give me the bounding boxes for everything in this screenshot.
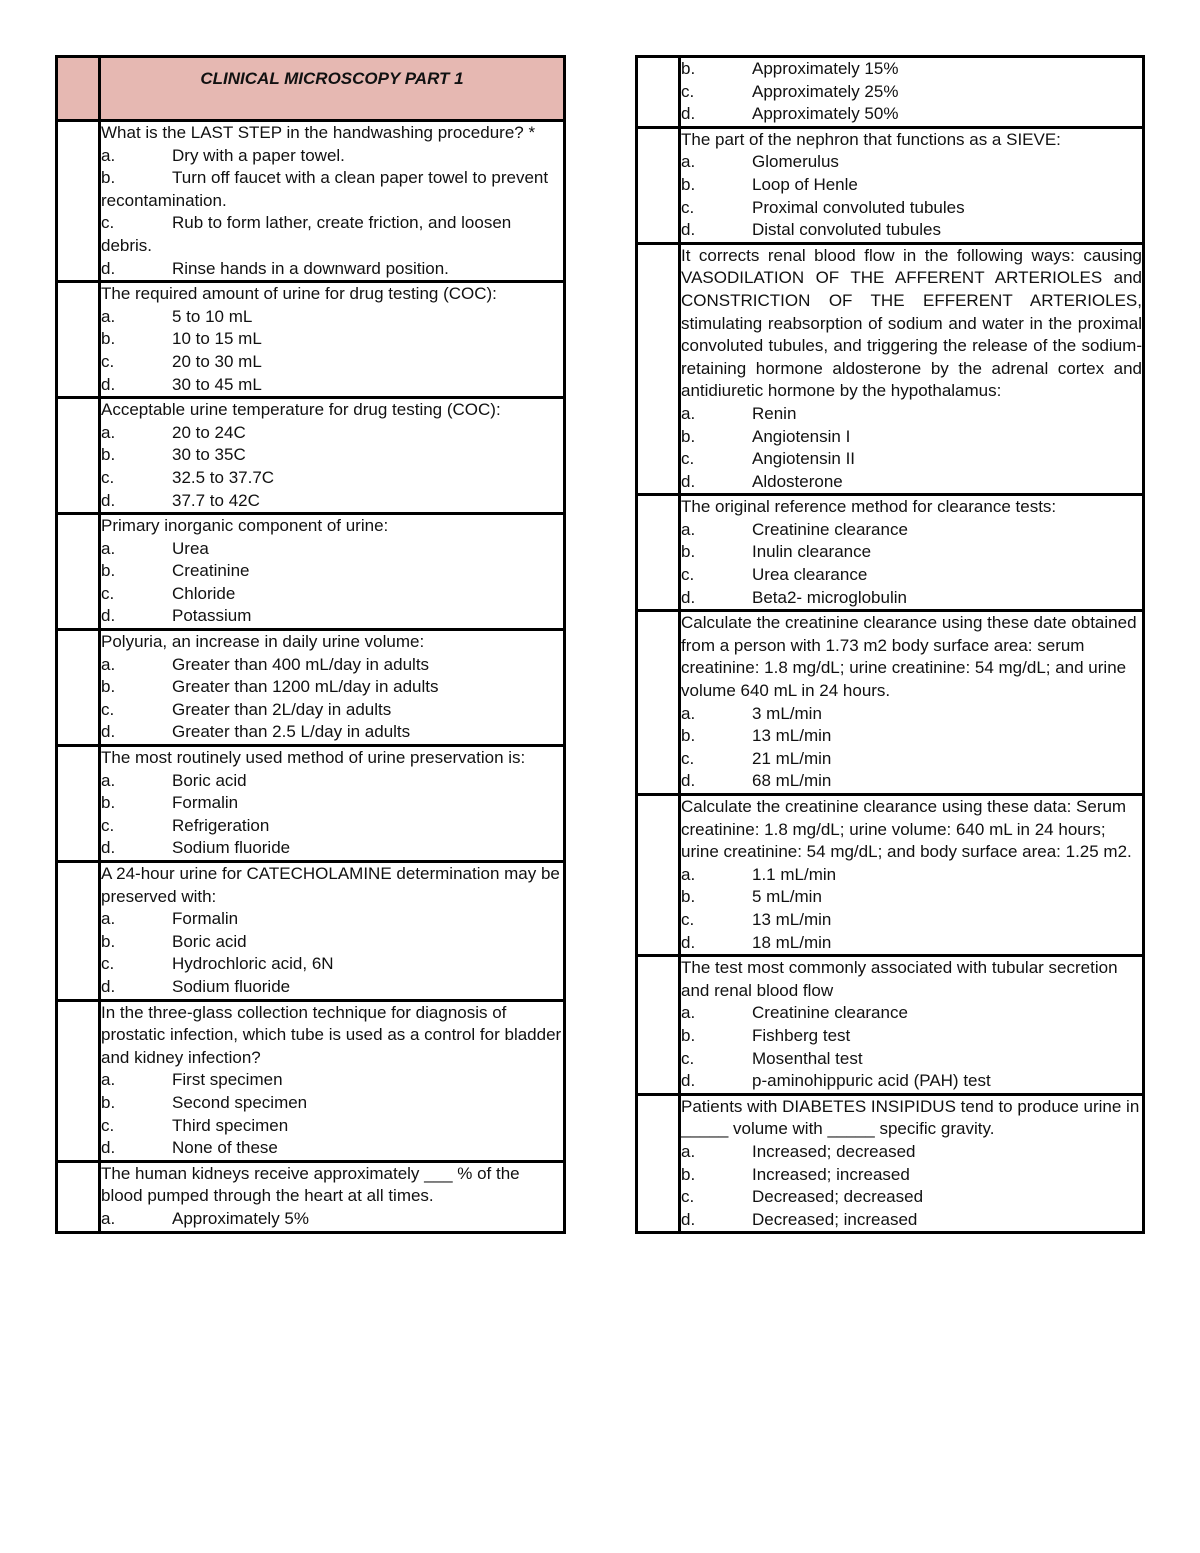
answer-option (681, 1002, 1142, 1025)
answer-option (681, 1048, 1142, 1071)
answer-option (681, 725, 1142, 748)
number-cell (637, 127, 680, 243)
answer-option (101, 654, 563, 677)
answer-option (681, 932, 1142, 955)
answer-option (681, 748, 1142, 771)
option-letter: d. (681, 220, 696, 240)
option-text: Angiotensin I (752, 426, 851, 446)
option-text: Boric acid (172, 931, 247, 951)
option-letter: d. (681, 1071, 696, 1091)
option-text: Rub to form lather, create friction, and loosen debris. (101, 213, 512, 255)
option-letter: c. (681, 748, 695, 768)
question-text: Patients with DIABETES INSIPIDUS tend to produce urine in _____ volume with _____ specific gravity. (681, 1096, 1140, 1139)
answer-option (681, 197, 1142, 220)
option-text: Distal convoluted tubules (752, 220, 942, 240)
question-cell (100, 1000, 565, 1161)
option-text: 1.1 mL/min (752, 864, 837, 884)
question-row (57, 862, 565, 1001)
question-row (57, 514, 565, 630)
number-cell (637, 956, 680, 1095)
option-letter: b. (101, 677, 116, 697)
option-letter: d. (101, 258, 116, 278)
question-row (637, 1094, 1144, 1233)
option-letter: a. (101, 909, 116, 929)
option-letter: c. (681, 197, 695, 217)
answer-option (101, 815, 563, 838)
option-text: Beta2- microglobulin (752, 587, 907, 607)
question-row (57, 282, 565, 398)
answer-option (101, 699, 563, 722)
number-cell (637, 611, 680, 795)
option-letter: b. (101, 561, 116, 581)
answer-option (681, 219, 1142, 242)
option-text: Angiotensin II (752, 449, 856, 469)
option-text: Glomerulus (752, 152, 839, 172)
option-text: 3 mL/min (752, 703, 822, 723)
option-letter: a. (101, 306, 116, 326)
option-text: Mosenthal test (752, 1048, 863, 1068)
answer-option (681, 58, 1142, 81)
question-cell (680, 495, 1144, 611)
option-letter: d. (681, 1209, 696, 1229)
question-text: Acceptable urine temperature for drug testing (COC): (101, 400, 501, 420)
option-letter: d. (681, 104, 696, 124)
answer-option (681, 864, 1142, 887)
question-cell (680, 795, 1144, 956)
answer-option (681, 103, 1142, 126)
option-letter: a. (101, 1070, 116, 1090)
option-letter: d. (101, 374, 116, 394)
answer-option (681, 174, 1142, 197)
question-cell (100, 630, 565, 746)
answer-option (101, 306, 563, 329)
option-letter: a. (101, 422, 116, 442)
option-letter: a. (681, 1003, 696, 1023)
option-text: Increased; decreased (752, 1141, 916, 1161)
question-cell (100, 862, 565, 1001)
option-letter: b. (681, 1025, 696, 1045)
option-text: Hydrochloric acid, 6N (172, 954, 334, 974)
question-cell (680, 243, 1144, 495)
option-letter: a. (681, 864, 696, 884)
answer-option (681, 564, 1142, 587)
option-letter: c. (681, 565, 695, 585)
option-text: Dry with a paper towel. (172, 145, 345, 165)
option-text: Approximately 50% (752, 104, 899, 124)
option-text: Increased; increased (752, 1164, 910, 1184)
question-row (57, 1000, 565, 1161)
option-letter: a. (681, 152, 696, 172)
option-letter: b. (681, 174, 696, 194)
option-letter: b. (101, 445, 116, 465)
number-cell (637, 1094, 680, 1233)
option-text: 30 to 45 mL (172, 374, 262, 394)
question-row (637, 611, 1144, 795)
question-cell (100, 282, 565, 398)
question-row (637, 495, 1144, 611)
answer-option (101, 538, 563, 561)
option-text: Second specimen (172, 1092, 308, 1112)
option-text: Fishberg test (752, 1025, 851, 1045)
option-letter: a. (101, 1208, 116, 1228)
option-letter: b. (681, 59, 696, 78)
question-text: The human kidneys receive approximately ___ % of the blood pumped through the heart at all times. (101, 1163, 520, 1206)
answer-option (681, 909, 1142, 932)
question-cell (680, 127, 1144, 243)
answer-option (101, 374, 563, 397)
option-letter: b. (681, 426, 696, 446)
option-letter: a. (681, 519, 696, 539)
answer-option (681, 1141, 1142, 1164)
option-text: Inulin clearance (752, 542, 872, 562)
option-letter: c. (681, 1187, 695, 1207)
answer-option (101, 1069, 563, 1092)
option-text: 13 mL/min (752, 726, 832, 746)
number-cell (637, 57, 680, 128)
option-text: Approximately 15% (752, 59, 899, 78)
option-text: Renin (752, 403, 797, 423)
option-letter: a. (101, 770, 116, 790)
option-letter: d. (101, 722, 116, 742)
number-cell (57, 282, 100, 398)
question-cell (100, 746, 565, 862)
option-text: 37.7 to 42C (172, 490, 260, 510)
answer-option (101, 145, 563, 168)
option-text: 20 to 30 mL (172, 351, 262, 371)
option-letter: d. (681, 587, 696, 607)
option-text: Greater than 2.5 L/day in adults (172, 722, 411, 742)
answer-option (101, 931, 563, 954)
option-text: Formalin (172, 909, 239, 929)
answer-option (681, 151, 1142, 174)
answer-option (101, 328, 563, 351)
option-letter: a. (681, 403, 696, 423)
option-text: Creatinine clearance (752, 1003, 908, 1023)
option-letter: d. (101, 1138, 116, 1158)
option-text: 10 to 15 mL (172, 329, 262, 349)
question-text: It corrects renal blood flow in the following ways: causing VASODILATION OF THE AFFERENT ARTERIOLES and CONSTRICTION OF THE EFFERENT ARTERIOLES, stimulating reabsorption of sodium and water in the proximal convoluted tubules, and triggering the release of the sodium-retaining hormone aldosterone by the adrenal cortex and antidiuretic hormone by the hypothalamus: (681, 245, 1142, 401)
option-text: Formalin (172, 793, 239, 813)
right-question-table (635, 55, 1145, 1234)
option-text: Approximately 5% (172, 1208, 310, 1228)
number-cell (637, 795, 680, 956)
answer-option (101, 351, 563, 374)
answer-option (681, 448, 1142, 471)
answer-option (101, 1115, 563, 1138)
question-row (57, 398, 565, 514)
option-text: Urea clearance (752, 565, 868, 585)
question-row (57, 630, 565, 746)
number-cell (637, 495, 680, 611)
option-letter: a. (101, 654, 116, 674)
option-letter: c. (101, 583, 115, 603)
answer-option (101, 792, 563, 815)
option-letter: a. (101, 145, 116, 165)
answer-option (101, 676, 563, 699)
option-text: Refrigeration (172, 815, 270, 835)
answer-option (101, 490, 563, 513)
option-text: Greater than 1200 mL/day in adults (172, 677, 439, 697)
question-row (637, 956, 1144, 1095)
option-letter: d. (101, 606, 116, 626)
answer-option (101, 444, 563, 467)
answer-option (101, 1137, 563, 1160)
answer-option (101, 583, 563, 606)
question-cell (680, 956, 1144, 1095)
answer-option (101, 1208, 563, 1231)
option-text: p-aminohippuric acid (PAH) test (752, 1071, 991, 1091)
answer-option (101, 467, 563, 490)
answer-option (681, 403, 1142, 426)
answer-option (101, 258, 563, 281)
option-text: Creatinine (172, 561, 250, 581)
option-text: Turn off faucet with a clean paper towel to prevent recontamination. (101, 168, 549, 210)
question-row (57, 121, 565, 282)
answer-option (681, 541, 1142, 564)
left-column (55, 55, 566, 1234)
question-cell (680, 611, 1144, 795)
option-letter: b. (101, 329, 116, 349)
option-letter: c. (101, 815, 115, 835)
option-letter: b. (101, 793, 116, 813)
answer-option (101, 605, 563, 628)
option-text: 18 mL/min (752, 932, 832, 952)
option-text: Third specimen (172, 1115, 289, 1135)
answer-option (681, 1164, 1142, 1187)
answer-option (101, 422, 563, 445)
option-text: 30 to 35C (172, 445, 246, 465)
option-text: None of these (172, 1138, 278, 1158)
option-letter: b. (681, 542, 696, 562)
option-letter: c. (681, 909, 695, 929)
question-text: The part of the nephron that functions as a SIEVE: (681, 129, 1061, 149)
answer-option (681, 471, 1142, 494)
option-text: Greater than 2L/day in adults (172, 699, 392, 719)
question-text: The required amount of urine for drug testing (COC): (101, 284, 497, 304)
option-letter: d. (101, 976, 116, 996)
answer-option (681, 519, 1142, 542)
option-text: Loop of Henle (752, 174, 858, 194)
option-letter: b. (681, 1164, 696, 1184)
question-cell (100, 121, 565, 282)
option-text: Boric acid (172, 770, 247, 790)
option-letter: c. (101, 467, 115, 487)
title-cell (100, 57, 565, 121)
number-cell (57, 1161, 100, 1232)
option-letter: b. (101, 1092, 116, 1112)
number-cell (57, 630, 100, 746)
option-text: Greater than 400 mL/day in adults (172, 654, 430, 674)
answer-option (101, 837, 563, 860)
question-row (637, 795, 1144, 956)
option-text: 21 mL/min (752, 748, 832, 768)
option-text: Decreased; increased (752, 1209, 918, 1229)
answer-option (101, 212, 563, 257)
question-text: Calculate the creatinine clearance using these data: Serum creatinine: 1.8 mg/dL; urine volume: 640 mL in 24 hours; urine creatinine: 54 mg/dL; and body surface area: 1.25 m2. (681, 797, 1132, 862)
question-text: Calculate the creatinine clearance using these date obtained from a person with 1.73 m2 body surface area: serum creatinine: 1.8 mg/dL; urine creatinine: 54 mg/dL; and urine volume 640 mL in 24 hours. (681, 613, 1137, 701)
number-cell (57, 57, 100, 121)
question-row (637, 57, 1144, 128)
question-text: Primary inorganic component of urine: (101, 516, 389, 536)
option-text: 5 mL/min (752, 887, 822, 907)
option-letter: c. (101, 1115, 115, 1135)
option-text: Decreased; decreased (752, 1187, 924, 1207)
option-letter: b. (681, 887, 696, 907)
answer-option (681, 426, 1142, 449)
question-cell (100, 1161, 565, 1232)
question-text: What is the LAST STEP in the handwashing procedure? * (101, 123, 536, 142)
option-letter: d. (101, 490, 116, 510)
question-text: In the three-glass collection technique for diagnosis of prostatic infection, which tube is used as a control for bladder and kidney infection? (101, 1002, 562, 1067)
question-row (637, 127, 1144, 243)
option-text: 13 mL/min (752, 909, 832, 929)
option-text: 68 mL/min (752, 771, 832, 791)
answer-option (101, 1092, 563, 1115)
answer-option (101, 953, 563, 976)
option-letter: a. (681, 1141, 696, 1161)
option-letter: d. (681, 771, 696, 791)
answer-option (681, 81, 1142, 104)
option-text: Sodium fluoride (172, 838, 291, 858)
number-cell (57, 514, 100, 630)
question-text: The most routinely used method of urine preservation is: (101, 748, 526, 768)
question-row (637, 243, 1144, 495)
answer-option (101, 770, 563, 793)
option-text: Aldosterone (752, 471, 843, 491)
option-letter: c. (681, 449, 695, 469)
question-text: Polyuria, an increase in daily urine volume: (101, 632, 425, 652)
answer-option (101, 167, 563, 212)
option-letter: d. (681, 932, 696, 952)
option-letter: c. (101, 351, 115, 371)
option-letter: c. (101, 954, 115, 974)
answer-option (681, 587, 1142, 610)
right-column (635, 55, 1145, 1234)
answer-option (101, 976, 563, 999)
option-text: Rinse hands in a downward position. (172, 258, 449, 278)
option-letter: b. (101, 168, 116, 188)
number-cell (57, 121, 100, 282)
option-text: 5 to 10 mL (172, 306, 253, 326)
option-text: Proximal convoluted tubules (752, 197, 965, 217)
option-letter: b. (101, 931, 116, 951)
number-cell (637, 243, 680, 495)
option-letter: c. (101, 699, 115, 719)
number-cell (57, 398, 100, 514)
answer-option (681, 1209, 1142, 1232)
option-letter: b. (681, 726, 696, 746)
option-text: 20 to 24C (172, 422, 246, 442)
answer-option (681, 703, 1142, 726)
option-letter: d. (101, 838, 116, 858)
question-cell (100, 398, 565, 514)
option-text: 32.5 to 37.7C (172, 467, 275, 487)
option-text: Creatinine clearance (752, 519, 908, 539)
option-letter: c. (681, 1048, 695, 1068)
answer-option (681, 1025, 1142, 1048)
option-letter: c. (681, 81, 695, 101)
option-text: Chloride (172, 583, 236, 603)
option-text: Sodium fluoride (172, 976, 291, 996)
answer-option (101, 560, 563, 583)
left-question-table (55, 55, 566, 1234)
question-row (57, 1161, 565, 1232)
option-text: Urea (172, 538, 209, 558)
number-cell (57, 862, 100, 1001)
question-text: The original reference method for clearance tests: (681, 497, 1057, 517)
number-cell (57, 1000, 100, 1161)
answer-option (681, 1070, 1142, 1093)
option-text: Potassium (172, 606, 252, 626)
answer-option (681, 886, 1142, 909)
question-text: A 24-hour urine for CATECHOLAMINE determination may be preserved with: (101, 864, 560, 906)
answer-option (681, 770, 1142, 793)
option-text: First specimen (172, 1070, 283, 1090)
question-cell (680, 1094, 1144, 1233)
header-row (57, 57, 565, 121)
question-text: The test most commonly associated with tubular secretion and renal blood flow (681, 958, 1118, 1000)
number-cell (57, 746, 100, 862)
answer-option (681, 1186, 1142, 1209)
option-letter: c. (101, 213, 115, 233)
option-letter: d. (681, 471, 696, 491)
question-row (57, 746, 565, 862)
question-cell (680, 57, 1144, 128)
option-letter: a. (101, 538, 116, 558)
option-letter: a. (681, 703, 696, 723)
answer-option (101, 908, 563, 931)
option-text: Approximately 25% (752, 81, 899, 101)
answer-option (101, 721, 563, 744)
page-title: CLINICAL MICROSCOPY PART 1 (200, 69, 464, 88)
question-cell (100, 514, 565, 630)
